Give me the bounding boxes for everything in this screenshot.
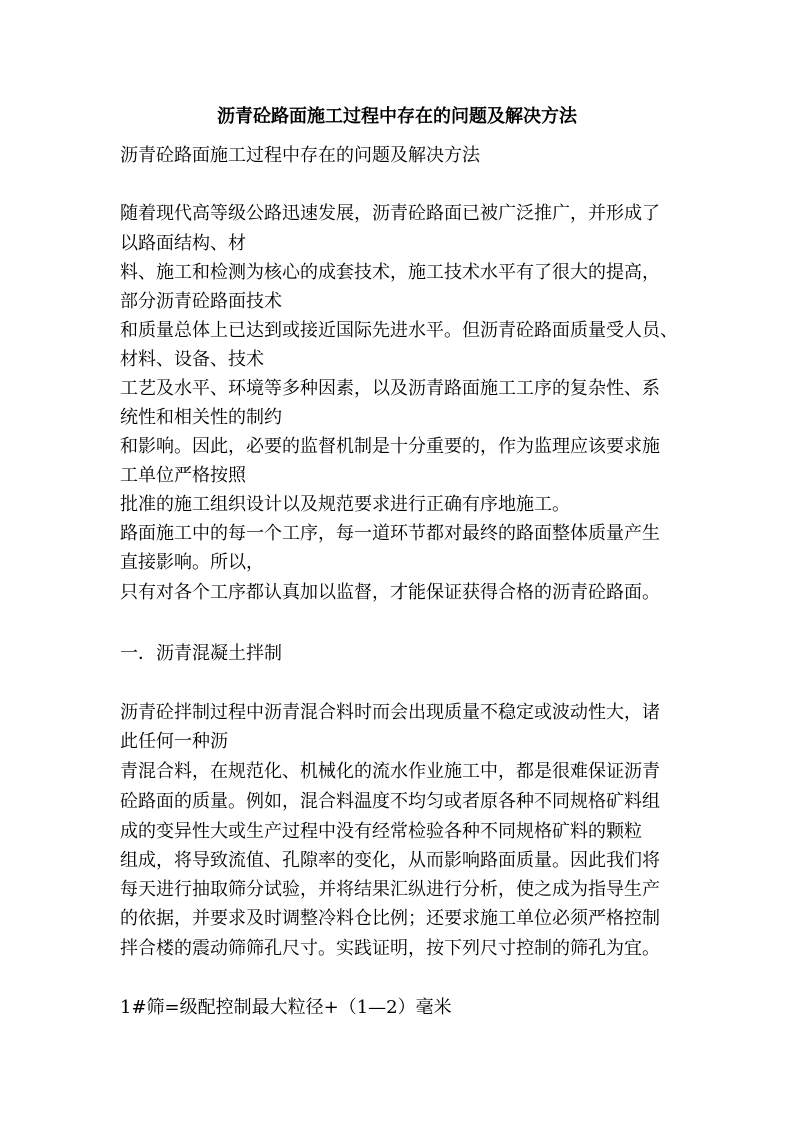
intro-line: 批准的施工组织设计以及规范要求进行正确有序地施工。: [120, 494, 570, 515]
section-line: 拌合楼的震动筛筛孔尺寸。实践证明，按下列尺寸控制的筛孔为宜。: [120, 938, 660, 959]
sieve-formula: 1#筛=级配控制最大粒径+（1—2）毫米: [120, 997, 452, 1018]
intro-line: 只有对各个工序都认真加以监督，才能保证获得合格的沥青砼路面。: [120, 582, 660, 603]
document-title: 沥青砼路面施工过程中存在的问题及解决方法: [217, 106, 577, 127]
section-line: 的依据，并要求及时调整冷料仓比例；还要求施工单位必须严格控制: [120, 908, 660, 929]
document-subtitle: 沥青砼路面施工过程中存在的问题及解决方法: [120, 145, 480, 166]
intro-line: 以路面结构、材: [120, 233, 246, 254]
intro-line: 和质量总体上已达到或接近国际先进水平。但沥青砼路面质量受人员、: [120, 320, 678, 341]
intro-line: 路面施工中的每一个工序，每一道环节都对最终的路面整体质量产生: [120, 523, 660, 544]
section-line: 每天进行抽取筛分试验，并将结果汇纵进行分析，使之成为指导生产: [120, 879, 660, 900]
intro-line: 部分沥青砼路面技术: [120, 291, 282, 312]
section-line: 砼路面的质量。例如，混合料温度不均匀或者原各种不同规格矿料组: [120, 791, 660, 812]
section-line: 此任何一种沥: [120, 731, 228, 752]
section-line: 组成，将导致流值、孔隙率的变化，从而影响路面质量。因此我们将: [120, 850, 660, 871]
intro-line: 料、施工和检测为核心的成套技术，施工技术水平有了很大的提高，: [120, 262, 660, 283]
section-line: 成的变异性大或生产过程中没有经常检验各种不同规格矿料的颗粒: [120, 821, 642, 842]
intro-line: 工单位严格按照: [120, 465, 246, 486]
intro-line: 直接影响。所以，: [120, 552, 264, 573]
intro-line: 统性和相关性的制约: [120, 407, 282, 428]
section-line: 沥青砼拌制过程中沥青混合料时而会出现质量不稳定或波动性大，诸: [120, 702, 660, 723]
intro-line: 随着现代高等级公路迅速发展，沥青砼路面已被广泛推广，并形成了: [120, 203, 660, 224]
intro-line: 材料、设备、技术: [120, 349, 264, 370]
section-heading: 一．沥青混凝土拌制: [120, 643, 282, 664]
intro-line: 和影响。因此，必要的监督机制是十分重要的，作为监理应该要求施: [120, 436, 660, 457]
section-line: 青混合料，在规范化、机械化的流水作业施工中，都是很难保证沥青: [120, 761, 660, 782]
intro-line: 工艺及水平、环境等多种因素，以及沥青路面施工工序的复杂性、系: [120, 378, 660, 399]
